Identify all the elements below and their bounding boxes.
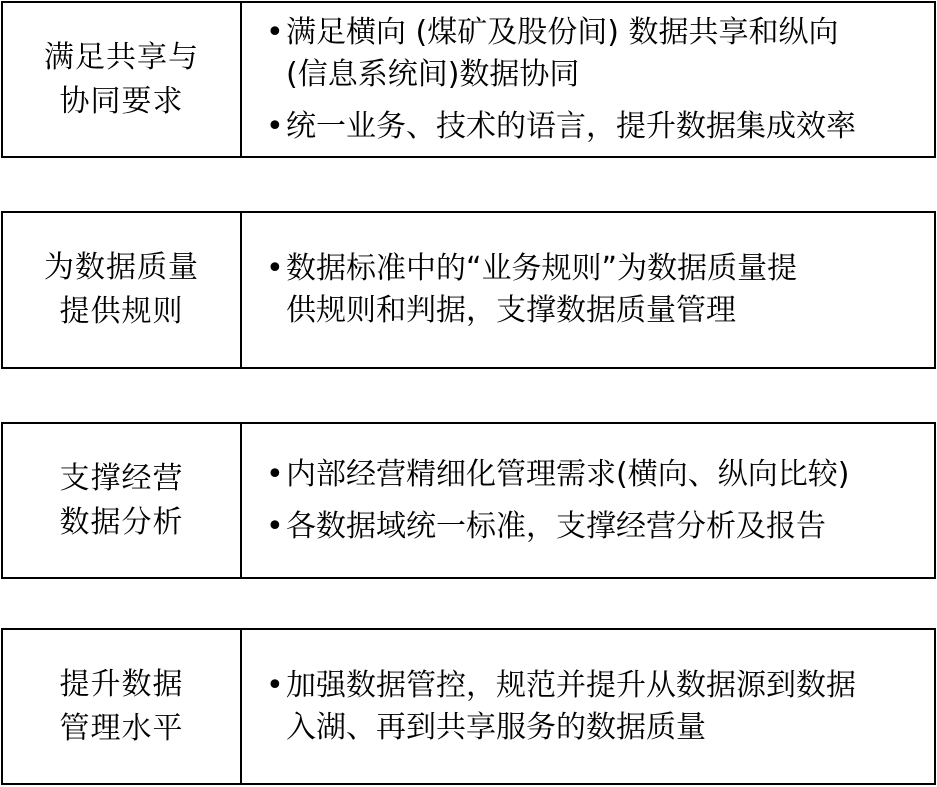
row-label-line: 数据分析	[59, 504, 184, 540]
bullet-text: 满足横向 (煤矿及股份间) 数据共享和纵向	[286, 14, 839, 50]
bullet-text: 内部经营精细化管理需求(横向、纵向比较)	[286, 456, 850, 492]
bullet-text: 各数据域统一标准，支撑经营分析及报告	[286, 508, 826, 544]
bullet-text: 加强数据管控，规范并提升从数据源到数据	[286, 667, 856, 703]
row-label-line: 为数据质量	[44, 250, 199, 285]
bullet-text: 供规则和判据，支撑数据质量管理	[286, 293, 736, 328]
row-data-management-level	[1, 628, 936, 785]
bullet-dot-icon: •	[266, 508, 284, 544]
bullet-dot-icon: •	[266, 251, 284, 286]
bullet-text: 统一业务、技术的语言，提升数据集成效率	[286, 108, 856, 144]
bullet-text: 入湖、再到共享服务的数据质量	[286, 709, 706, 745]
row-content	[242, 213, 934, 367]
row-label-line: 提供规则	[59, 294, 184, 329]
row-label	[3, 3, 242, 156]
bullet-dot-icon: •	[266, 108, 284, 144]
row-content	[242, 630, 934, 783]
row-label	[3, 424, 242, 577]
row-sharing-collaboration	[1, 1, 936, 158]
row-label-line: 管理水平	[59, 710, 184, 746]
row-label	[3, 213, 242, 367]
bullet-item	[266, 106, 928, 148]
bullet-dot-icon: •	[266, 667, 284, 703]
row-label-line: 提升数据	[59, 666, 184, 702]
row-label-line: 满足共享与	[44, 39, 199, 75]
row-label-line: 支撑经营	[59, 460, 184, 496]
bullet-dot-icon: •	[266, 456, 284, 492]
row-label	[3, 630, 242, 783]
row-data-quality-rules	[1, 211, 936, 369]
bullet-item	[266, 665, 928, 749]
bullet-item	[266, 248, 928, 332]
bullet-dot-icon: •	[266, 14, 284, 50]
bullet-text: 数据标准中的“业务规则”为数据质量提	[286, 251, 798, 286]
row-content	[242, 424, 934, 577]
bullet-item	[266, 454, 928, 496]
row-business-analysis	[1, 422, 936, 579]
row-label-line: 协同要求	[59, 83, 184, 119]
bullet-text: (信息系统间)数据协同	[286, 56, 580, 92]
bullet-item	[266, 506, 928, 548]
row-content	[242, 3, 934, 156]
bullet-item	[266, 12, 928, 96]
